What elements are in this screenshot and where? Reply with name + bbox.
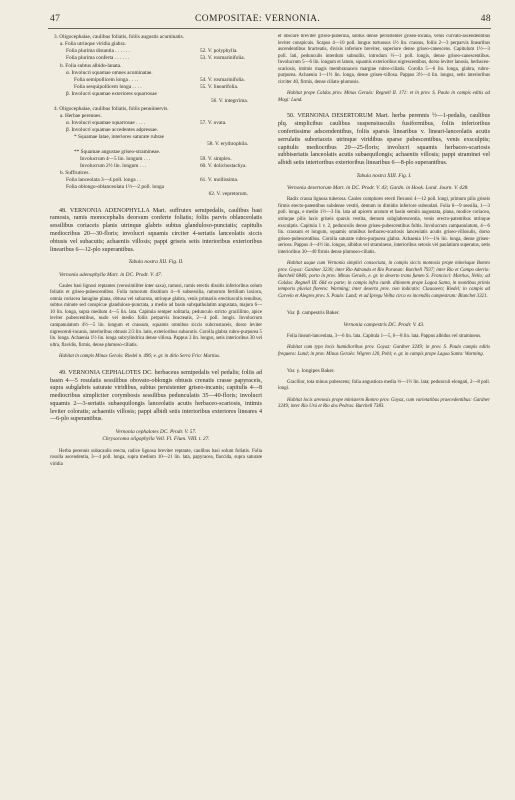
key-line-species: 54. V. rosmarinifolia. xyxy=(200,76,245,83)
key-line-text: Folia semipollicem longa . . . . xyxy=(74,76,139,83)
variety-beta-detail: Folia lineari-lanceolata, 3—6 lin. lata. Capitula 1—5, 6—8 lin. lata. Pappus albidus vel stramineus. xyxy=(287,333,482,339)
key-line-species: 53. V. rosmarinifolia. xyxy=(200,55,245,62)
running-title: COMPOSITAE: VERNONIA. xyxy=(195,14,321,24)
species-49-description: 49. VERNONIA CEPHALOTES DC. herbaceus semipedalis vel pedalis; foliis ad basin 4—5 rosulatis sessilibus obovato-oblongis obtusis crenatis crasse papyraceis, supra subglabris saturate viridibus, subtus persistenter griseo-incanis; capitulis 4—8 mediocribus simpliciter corymbosis sessilibus pedunculatis 35—40-floris; involucri squamis 2—3-seriatis subaequilongis lanceolatis acutis herbaceo-scariosis, intimis leviter coloratis; achaeniis villosis; pappi albidi setis interioribus exteriores lineares 4—6-plo superantibus. xyxy=(50,369,262,423)
key-line-text: Folia oblongo-oblanceolata 1½—2 poll. longa xyxy=(66,184,164,191)
right-column xyxy=(278,34,490,411)
page-number-right: 48 xyxy=(480,14,491,24)
species-48-detail: Caules basi lignosi reptantes (verosimiliter inter saxa), ramosi, ramis erectis dissitis inferioribus solum foliatis et griseo-pubescentibus. Folia ramorum dissitium 4—6 subsessilia, ramorum fertilium laxiora, omnia coriacea lanugine plana, obtusa vel subacuta, utrinque glabra, venis primariis erectiusculis tenuibus, subtus minute sed conspicue glanduloso-punctata, a medio ad basin subspathulatim angustata, majora 6—10 lin. longa, supra medium 4—5 lin. lata. Capitula semper solitaria, pedunculo stricto gracillimo, apice leviter pubescentibus, nudo vel medio foliis perparvis bracteatis, 2—4 poll. longis. Involucrum campanulatum 4½—5 lin. longum et crassum, squamis omnibus siccis subcrustaceis, dorso leviter nigrescenti-incanis, interioribus obtusis 2/3 lin. latis, exterioribus subacutis. Corolla glabra rubro-purpurea 5 lin. longa. Achaenia 1½ lin. longa subcylindrica dense villosa. Pappus 3 lin. longus, setis interioribus 30 vel ultra, flavidis, firmis, dense plumoso-ciliatis. xyxy=(50,283,262,348)
variety-beta-synonym: Vernonia campestris DC. Prodr. V. 43. xyxy=(343,321,425,328)
key-line-text: Folia sesquipollicem longa . . . . xyxy=(74,84,142,91)
key-line-species: 60. V. dolichostachya. xyxy=(200,162,247,169)
key-line xyxy=(50,55,262,62)
key-line-species xyxy=(200,184,262,191)
key-line: β. Involucri squamae accedentes adpressae. xyxy=(66,127,159,134)
species-49-synonym-2: Chrysocoma oligophylla Vell. Fl. Flum. VIII. t. 27. xyxy=(102,436,210,443)
species-49-habitat: Habitat prope Caldas prov. Minas Geraës: Regnell II. 171: et in prov. S. Paulo in campis editis ad Mogi: Lund. xyxy=(278,91,490,103)
left-column xyxy=(50,34,262,468)
key-line-text: Folia lanceolata 3—4 poll. longa . . xyxy=(66,177,141,184)
key-line: 4. Oligocephalae, caulibus foliatis, foliis penniinervis. xyxy=(54,105,169,112)
key-line: 62. V. vepretorum. xyxy=(208,191,248,198)
key-line-text: Folia plurima distantia . . . . . . xyxy=(66,48,130,55)
variety-beta-habitat: Habitat cum typo locis humidioribus prov. Goyaz: Gardner 3249; in prov. S. Paulo campis editis frequens: Lund; in prov. Minas Geraës: Wigren 120, Pohl; e. gr. in campis prope Lagoa Santa: Warming. xyxy=(278,345,490,357)
species-50-plate-reference: Tabula nostra XIII. Fig. I. xyxy=(356,173,412,180)
variety-beta-heading: Var. β. campestris Baker. xyxy=(287,309,340,316)
key-line xyxy=(50,163,262,170)
key-line-text: Involucrum 2½ lin. longum . . . xyxy=(80,162,147,169)
key-line: 58. V. erythrophila. xyxy=(207,141,248,148)
key-line: b. Folia subtus albido-lanata. xyxy=(60,62,122,69)
page-number-left: 47 xyxy=(50,14,61,24)
species-49-detail-continued: et obscure breviter griseo-puberula, subtus dense persistenter griseo-incana, venis curvato-ascendentibus leviter conspicuis. Scapus 4—10 poll. longus tortuosus 1½ lin. crassus, foliis 2—3 perparvis linearibus ascendentibus bracteatis, divisis inferiore breviter, superiore dense griseo-canescens. Capitulum 1½—3 poll. lati, pedunculis interdum subnullis, introdum ½—1 poll. longis, dense griseo-canescentibus. Involucrum 5—6 lin. longum et latum, squamis exterioribus nigrescentibus, dorso leviter lanosis, herbaceo-scariosis, intimis magis membranaceis margine rubro-ciliatis. Corolla 5—6 lin. longa, glabra, rubro-purpurea. Achaenia 1—1½ lin. longa, dense griseo-villosa. Pappus 3½—4 lin. longus, setis interioribus circiter 40, firmis, dense ciliato-plumosis. xyxy=(278,34,490,85)
key-line: a. Herbae perennes. xyxy=(60,112,102,119)
species-48-description: 48. VERNONIA ADENOPHYLLA Mart. suffrutex semipedalis, caulibus basi ramosis, ramis monocephalis deorsum conferte foliatis; foliis parvis oblanceolatis sessilibus coriaceis planis utrinque glabris subtus glanduloso-punctatis; capitulis mediocribus 20—30-floris; involucri squamis circiter 4-seriatis lanceolatis siccis obtusis vel subacutis; achaeniis villosis; pappi griseis setis interioribus exterioribus linearibus 6—12-plo superantibus. xyxy=(50,207,262,253)
key-line: b. Suffrutices. xyxy=(60,169,90,176)
key-line xyxy=(50,91,262,98)
species-49-detail: Herba perennis subacaulis erecta, radice lignosa breviter reptante, caulibus basi solum foliatis. Folia rosulla ascendentia, 3—4 poll. longa, supra medium 10—21 lin. lata, papyracea, flaccida, supra saturate viridia xyxy=(50,448,262,467)
header-rule xyxy=(48,28,491,29)
key-line-species: 55. V. linearifolia. xyxy=(200,84,239,91)
key-line: * Squamae latae, interiores saturate rubrae xyxy=(74,134,165,141)
species-50-synonym: Vernonia desertorum Mart. in DC. Prodr. V. 43; Gardn. in Hook. Lond. Journ. V. 428. xyxy=(287,185,469,192)
key-line xyxy=(50,84,262,91)
species-48-habitat: Habitat in campis Minas Gerais: Riedel n. 496; e. gr. in ditio Serra Frio: Martius. xyxy=(59,354,221,360)
species-50-habitat: Habitat usque cum Vernonia simplici consociata, in campis siccis montosis prope mineisque Bomro prov. Goyaz: Gardner 3230; inter Rio Adranda et Rio Paranan: Burchell 7937; inter Rio et Campo alertio: Burchell 6846; porto in prov. Minas Geraës, e. gr. in deserto trans fumen S. Francisci: Martius, Nello; ad Caldas: Regnell III. 664 ex parte; in campis infra cumb. ditionem prope Lagoa Santa, in montibus primis temporis pluviat florens: Warming; inter deserta prov. non indicatis: Clausseen; Riedel; in campis ad Curvelo et Alegres prov. S. Paulo: Lund; et ad Ipregu Velha circa ex incendiis campestrum: Blanchet 3321. xyxy=(278,261,490,300)
key-line xyxy=(50,184,262,191)
key-line: a. Folia utrinque viridia glabra. xyxy=(60,41,126,48)
species-50-detail: Radix crassa lignosa tuberosa. Caules complures erecti flexuosi 4—12 poll. longi, primum pilis griseis firmis erecto-patentibus subdense vestiti, demum in dimidio inferiore subnudati. Folia 6—9 sessilia, 1—3 poll. longa, e medio 1½—3 lin. lata ad apicem acutum et basin semiin augustata, plana, modice coriacea, utrinque pilis laxis griseis sparsis vestita, demum subglabrescentia, venis erecto-patentibus utrinque exsculptis. Capitula 1 v. 2, pedunculis dense griseo-pubescentibus fultis. Involucrum campanulatum, 4—6 lin. crassum et longum, squamis omnibus herbaceo-scariosis lanceolatis acutis griseo-villosulis, dorso griseo-pubescentibus. Corolla saturate rubro-purpurea glabra. Achaenia 1½—1¾ lin. longa, dense griseo-sericea. Pappus 4—4½ lin. longus, albidus vel stramineus, interioribus setosis vel paulatium superatus, setis interioribus 30—40 firmis dense plumoso-ciliatis. xyxy=(278,197,490,255)
species-49-synonym-1: Vernonia cephalotes DC. Prodr. V. 57. xyxy=(115,429,197,436)
key-line: α. Involucri squamae omnes acuminatae. xyxy=(66,69,153,76)
key-line-species: 52. V. polyphylla. xyxy=(200,48,238,55)
variety-gamma-habitat: Habitat locis arenosis prope ministerm Bomro prov. Goyaz, cum varietatibus praecedentibus: Gardner 3249; inter Rio Urú et Rio dos Pedras: Burchell 7383. xyxy=(278,397,490,410)
key-line-species: 57. V. ovata. xyxy=(200,119,227,126)
key-line: 56. V. integrrima. xyxy=(210,98,248,105)
key-line-text: α. Involucri squamae squarrosae . . . . xyxy=(66,119,146,126)
variety-gamma-detail: Gracilior, tota minus pubescens; folia angustiora media ⅓—1½ lin. lata; pedunculi elongati, 2—8 poll. longi. xyxy=(278,379,490,392)
species-48-plate-reference: Tabula nostra XII. Fig. II. xyxy=(128,259,184,266)
key-line: 3. Oligocephalae, caulibus foliatis, foliis augustis acuminatis. xyxy=(54,34,185,40)
key-line-text: β. Involucri squamae exteriores squarrosae xyxy=(66,91,157,98)
key-line-text: Involucrum 4—5 lin. longum . . . xyxy=(80,155,151,162)
species-50-description: 50. VERNONIA DESERTORUM Mart. herba perennis ½—1-pedalis, caulibus plq. simplicibus caulibus suspensiusculis fusiformibus, foliis inferioribus confertissime adscendentibus, foliis sparsis linearibus v. lineari-lanceolatis acutis serrulatis suboriaceis utrinque viridibus sparse pubescentibus, venis exsculptis; capitulis mediocribus 20—25-floris; involucri squamis herbaceo-scariosis subbiseriatis lanceolatis acutis subaequilongis; achaeniis villosis; pappi straminei vel albidi setis interioribus exterioribus linearibus 6—8-plo superantibus. xyxy=(278,113,490,167)
key-line-species xyxy=(200,91,262,98)
key-line: ** Squamae angustae griseo-stramineae. xyxy=(74,148,161,155)
key-line-species: 59. V. simplex. xyxy=(200,155,232,162)
key-line-text: Folia plurima conferta . . . . . . xyxy=(66,55,130,62)
variety-gamma-heading: Var. γ. longipes Baker. xyxy=(287,367,335,374)
key-line xyxy=(50,120,262,127)
running-header xyxy=(50,14,491,26)
key-line-species: 61. V. mollissima. xyxy=(200,177,239,184)
species-48-synonym: Vernonia adenophylla Mart. in DC. Prodr. V. 47. xyxy=(59,271,162,278)
species-key xyxy=(50,34,262,199)
key-line xyxy=(50,156,262,163)
